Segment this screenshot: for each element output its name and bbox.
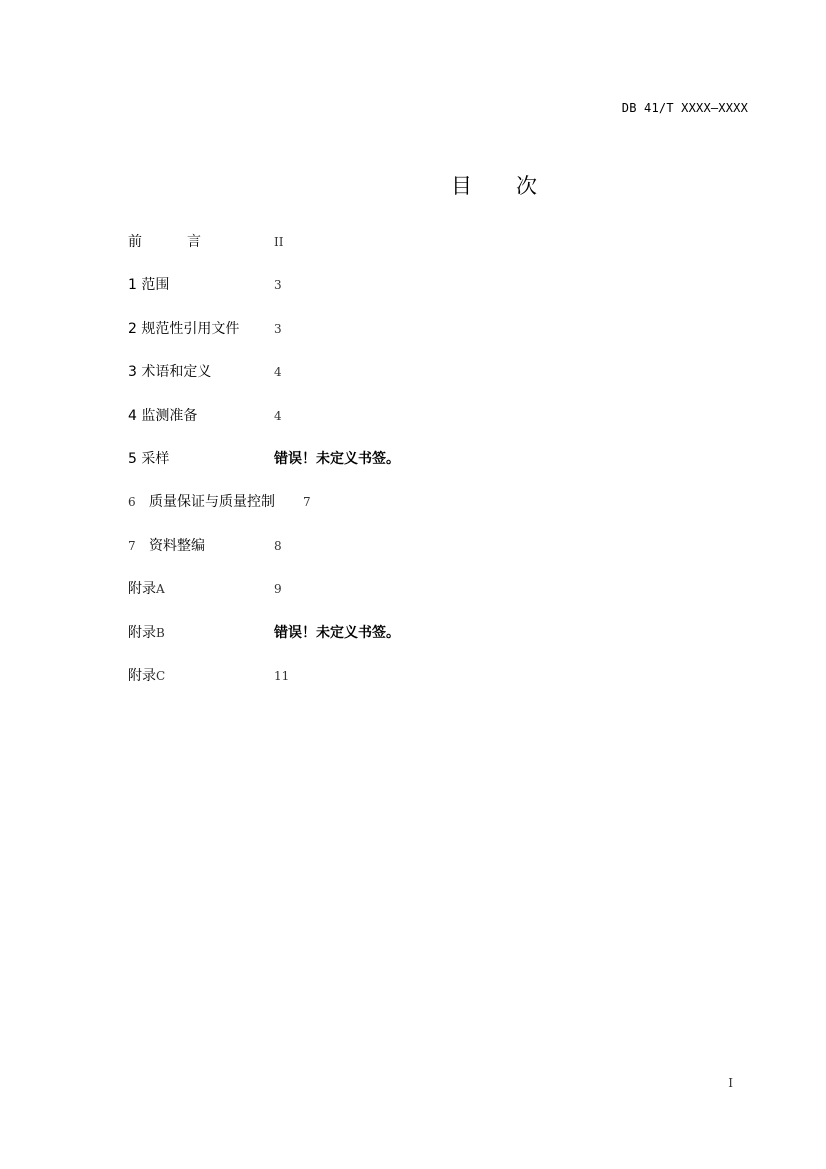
toc-entry-number: 6 xyxy=(128,495,136,510)
toc-entry-page: 4 xyxy=(274,365,282,380)
toc-entry-label xyxy=(128,579,165,599)
toc-entry-text: 附录 xyxy=(128,667,156,684)
toc-entry-page-error: 错误！未定义书签。 xyxy=(274,624,400,641)
toc-entry-label: 2 规范性引用文件 xyxy=(128,320,240,337)
toc-entry-text: 资料整编 xyxy=(149,537,205,554)
toc-entry-label xyxy=(128,492,275,512)
toc-entry-suffix: B xyxy=(156,625,165,640)
toc-entry-page: 4 xyxy=(274,408,282,423)
page-number: I xyxy=(728,1076,733,1090)
toc-title-char-1: 目 xyxy=(451,174,472,198)
toc-label-char-1: 前 xyxy=(128,234,142,250)
toc-entry-text: 附录 xyxy=(128,581,156,598)
toc-entry-text: 附录 xyxy=(128,624,156,641)
toc-entry-label xyxy=(128,536,205,556)
toc-entry-label xyxy=(128,666,165,686)
toc-title xyxy=(0,170,826,200)
toc-entry-page: 11 xyxy=(274,668,290,683)
toc-entry-label: 3 术语和定义 xyxy=(128,364,212,381)
document-code: DB 41/T XXXX—XXXX xyxy=(621,101,748,115)
toc-entry-label: 4 监测准备 xyxy=(128,407,198,424)
toc-entry-text: 质量保证与质量控制 xyxy=(149,494,275,511)
toc-label-char-2: 言 xyxy=(187,234,201,250)
toc-entry-page: 9 xyxy=(274,582,282,597)
toc-entry-suffix: C xyxy=(156,668,166,683)
toc-entry-number: 7 xyxy=(128,538,136,553)
toc-entry-page-error: 错误！未定义书签。 xyxy=(274,450,400,467)
toc-entry-label xyxy=(128,232,201,252)
toc-entry-label: 5 采样 xyxy=(128,450,170,467)
toc-entry-page: II xyxy=(274,235,284,249)
toc-entry-label xyxy=(128,623,165,643)
toc-entry-page: 3 xyxy=(274,321,282,336)
toc-title-char-2: 次 xyxy=(516,174,537,198)
toc-entry-page: 8 xyxy=(274,538,282,553)
toc-entry-label: 1 范围 xyxy=(128,277,170,294)
toc-entry-page: 7 xyxy=(303,495,311,510)
toc-entry-page: 3 xyxy=(274,278,282,293)
toc-entry-suffix: A xyxy=(156,582,165,597)
